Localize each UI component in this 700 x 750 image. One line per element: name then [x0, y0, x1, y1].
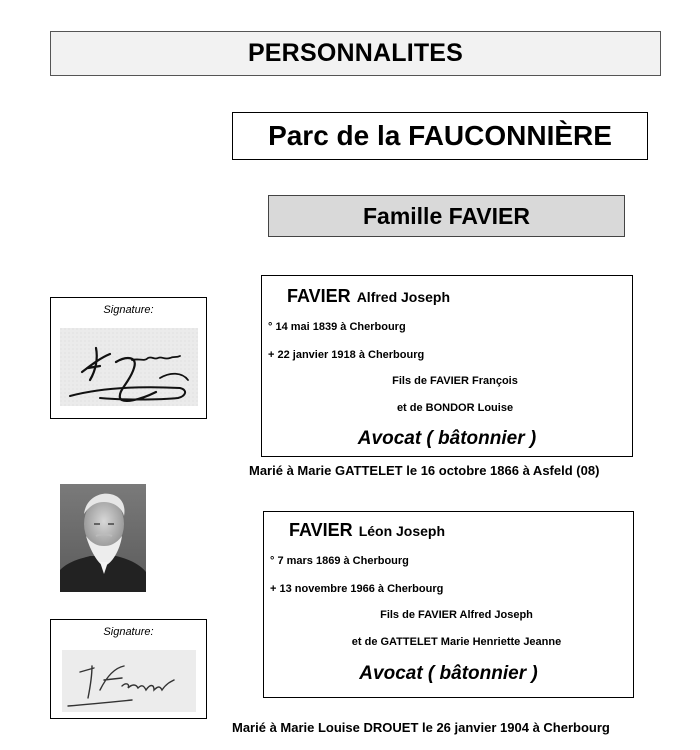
birth-line: ° 7 mars 1869 à Cherbourg [270, 555, 409, 567]
person-given-name: Alfred Joseph [356, 289, 451, 305]
mother-line: et de BONDOR Louise [396, 402, 514, 414]
person-surname: FAVIER [287, 286, 351, 306]
person-given-name: Léon Joseph [358, 523, 446, 539]
person-name [287, 286, 450, 307]
death-line: + 13 novembre 1966 à Cherbourg [270, 583, 444, 595]
person-card-alfred [261, 275, 633, 457]
signature-label: Signature: [103, 304, 154, 316]
signature-label: Signature: [103, 626, 154, 638]
signature-box-alfred [50, 297, 207, 419]
person-surname: FAVIER [289, 520, 353, 540]
profession: Avocat ( bâtonnier ) [357, 428, 537, 449]
marriage-line: Marié à Marie Louise DROUET le 26 janvier 1904 à Cherbourg [232, 720, 610, 735]
father-line: Fils de FAVIER Alfred Joseph [380, 609, 533, 621]
signature-image [60, 328, 198, 406]
section-title: PERSONNALITES [50, 31, 661, 76]
father-line: Fils de FAVIER François [392, 375, 518, 387]
birth-line: ° 14 mai 1839 à Cherbourg [268, 321, 406, 333]
marriage-line: Marié à Marie GATTELET le 16 octobre 1866 à Asfeld (08) [249, 463, 600, 478]
profession: Avocat ( bâtonnier ) [359, 663, 538, 684]
mother-line: et de GATTELET Marie Henriette Jeanne [351, 636, 562, 648]
portrait-photo [60, 484, 146, 592]
person-card-leon [263, 511, 634, 698]
family-title: Famille FAVIER [268, 195, 625, 237]
death-line: + 22 janvier 1918 à Cherbourg [268, 349, 425, 361]
signature-image [62, 650, 196, 712]
signature-box-leon [50, 619, 207, 719]
person-name [289, 520, 445, 541]
park-title: Parc de la FAUCONNIÈRE [232, 112, 648, 160]
